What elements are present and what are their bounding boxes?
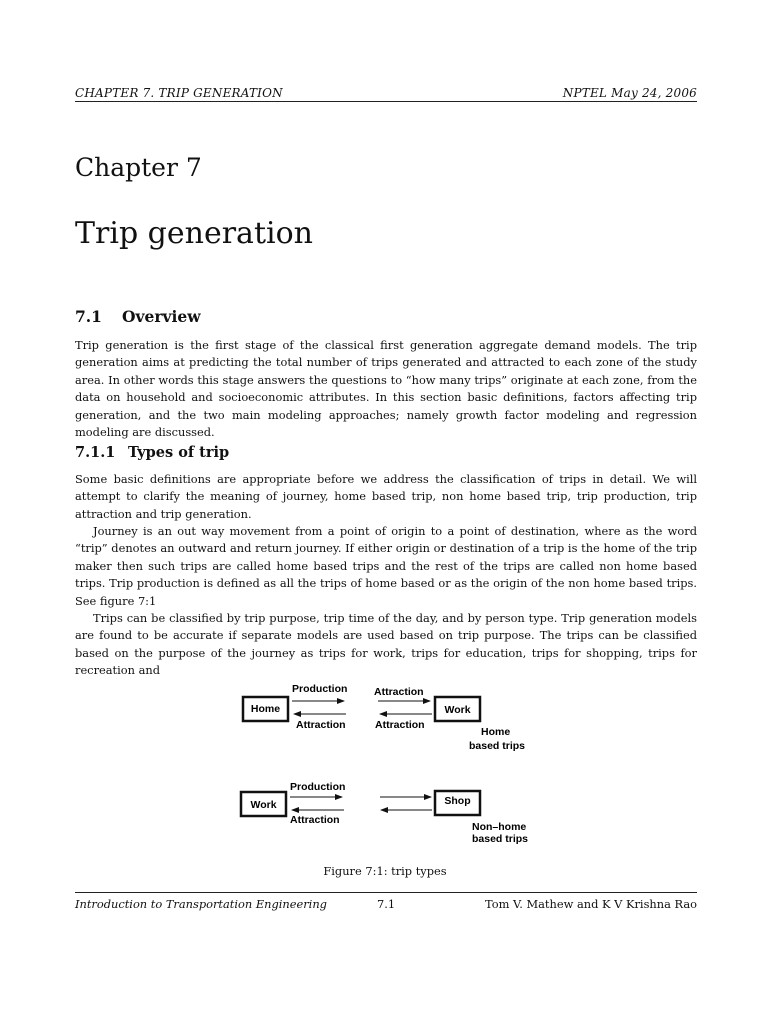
figure-trip-types (0, 675, 768, 855)
subsection-title: Types of trip (128, 444, 230, 461)
work-box-bottom-label: Work (250, 799, 277, 811)
types-paragraph-3: Trips can be classified by trip purpose, trip time of the day, and by person type. Trip generation models are found to be accurate if separate models are used based on trip purpose. The trips can be classified based on the purpose of the journey as trips for work, trips for education, trips for shopping, trips for recreation and (75, 611, 697, 678)
running-header-right: NPTEL May 24, 2006 (562, 86, 697, 100)
top-attraction-right-upper-label: Attraction (374, 686, 424, 698)
overview-paragraph: Trip generation is the first stage of the classical first generation aggregate demand models. The trip generation aims at predicting the total number of trips generated and attracted to each zone of the study area. In other words this stage answers the questions to “how many trips” originate at each zone, from the data on household and socioeconomic attributes. In this section basic definitions, factors affecting trip generation, and the two main modeling approaches; namely growth factor modeling and regression modeling are discussed. (75, 338, 697, 440)
footer-rule (75, 892, 697, 893)
figure-caption: Figure 7:1: trip types (323, 864, 447, 878)
footer-book-title: Introduction to Transportation Engineering (75, 897, 327, 911)
subsection-heading-types-of-trip (75, 444, 229, 461)
subsection-number: 7.1.1 (75, 444, 116, 461)
section-heading-overview (75, 307, 201, 326)
home-based-label-line2: based trips (469, 740, 526, 752)
bottom-production-label: Production (290, 781, 346, 793)
types-paragraph-2: Journey is an out way movement from a point of origin to a point of destination, where as the word “trip” denotes an outward and return journey. If either origin or destination of a trip is the home of the trip maker then such trips are called home based trips and the rest of the trips are called non home based trips. Trip production is defined as all the trips of home based or as the origin of the non home based trips. See figure 7:1 (75, 524, 697, 608)
chapter-title: Trip generation (75, 216, 313, 251)
non-home-label-line1: Non–home (472, 821, 527, 833)
shop-box-label: Shop (444, 795, 471, 807)
types-paragraph-1: Some basic definitions are appropriate before we address the classification of trips in detail. We will attempt to clarify the meaning of journey, home based trip, non home based trip, trip production, trip attraction and trip generation. (75, 472, 697, 521)
top-production-label: Production (292, 683, 348, 695)
home-based-label-line1: Home (481, 726, 511, 738)
section-number: 7.1 (75, 307, 102, 326)
footer-authors: Tom V. Mathew and K V Krishna Rao (485, 897, 697, 911)
bottom-attraction-label: Attraction (290, 814, 340, 826)
trip-types-diagram (0, 675, 768, 855)
section-title: Overview (122, 307, 201, 326)
work-box-top-label: Work (444, 704, 471, 716)
header-rule (75, 101, 697, 102)
home-box-label: Home (250, 703, 281, 715)
top-attraction-left-label: Attraction (296, 719, 346, 731)
top-attraction-right-lower-label: Attraction (375, 719, 425, 731)
running-header-left: CHAPTER 7. TRIP GENERATION (75, 86, 283, 100)
non-home-label-line2: based trips (472, 833, 529, 845)
chapter-label: Chapter 7 (75, 153, 202, 182)
footer-page-number: 7.1 (377, 897, 396, 911)
